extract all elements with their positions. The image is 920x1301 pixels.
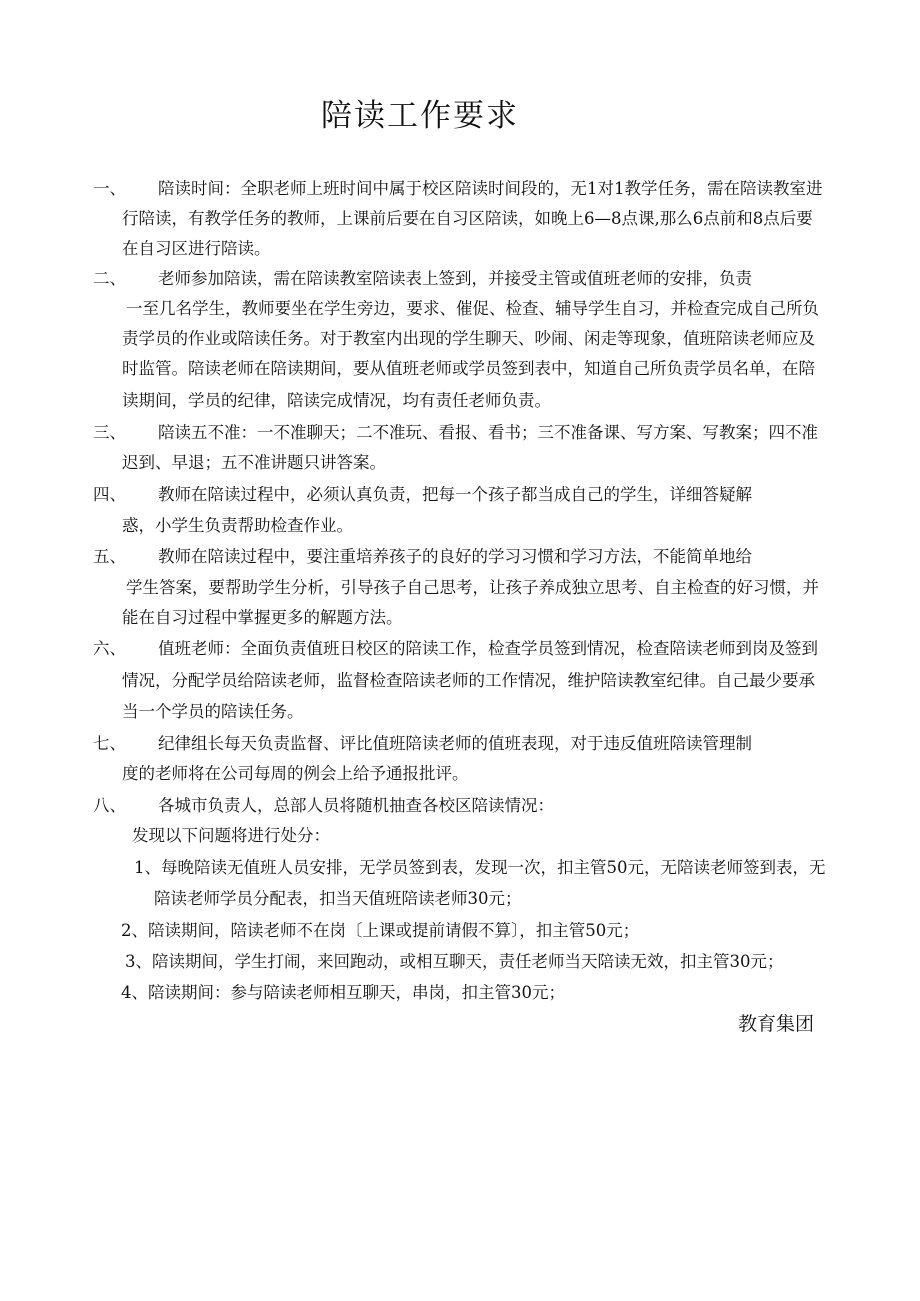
penalty-item: 4、陪读期间：参与陪读老师相互聊天，串岗，扣主管30元； (121, 983, 565, 1002)
section-line: 老师参加陪读，需在陪读教室陪读表上签到，并接受主管或值班老师的安排，负责 (158, 269, 752, 288)
penalty-item: 陪读老师学员分配表，扣当天值班陪读老师30元； (154, 889, 522, 908)
section-line: 行陪读，有教学任务的教师，上课前后要在自习区陪读，如晚上6—8点课,那么6点前和8点后要 (122, 209, 813, 228)
section-line: 迟到、早退；五不准讲题只讲答案。 (122, 453, 386, 472)
section-line: 学生答案，要帮助学生分析，引导孩子自己思考，让孩子养成独立思考、自主检查的好习惯，并 (126, 578, 819, 597)
penalty-intro: 发现以下问题将进行处分： (132, 826, 330, 845)
section-line: 纪律组长每天负责监督、评比值班陪读老师的值班表现，对于违反值班陪读管理制 (158, 734, 752, 753)
section-number: 二、 (93, 269, 126, 288)
section-line: 各城市负责人，总部人员将随机抽查各校区陪读情况： (158, 796, 554, 815)
section-line: 陪读时间：全职老师上班时间中属于校区陪读时间段的，无1对1教学任务，需在陪读教室进 (158, 179, 823, 198)
section-line: 当一个学员的陪读任务。 (122, 702, 304, 721)
section-line: 能在自习过程中掌握更多的解题方法。 (122, 608, 403, 627)
section-line: 教师在陪读过程中，要注重培养孩子的良好的学习习惯和学习方法，不能简单地给 (158, 547, 752, 566)
section-number: 四、 (93, 485, 126, 504)
section-number: 七、 (93, 734, 126, 753)
section-line: 惑，小学生负责帮助检查作业。 (122, 516, 353, 535)
section-number: 六、 (93, 639, 126, 658)
penalty-item: 1、每晚陪读无值班人员安排，无学员签到表，发现一次，扣主管50元，无陪读老师签到表，无 (134, 858, 826, 877)
section-number: 一、 (93, 179, 126, 198)
penalty-item: 3、陪读期间，学生打闹，来回跑动，或相互聊天，责任老师当天陪读无效，扣主管30元； (125, 952, 784, 971)
section-line: 情况，分配学员给陪读老师，监督检查陪读老师的工作情况，维护陪读教室纪律。自己最少要承 (122, 671, 815, 690)
section-line: 在自习区进行陪读。 (122, 239, 271, 258)
penalty-item: 2、陪读期间，陪读老师不在岗〔上课或提前请假不算〕，扣主管50元； (121, 921, 640, 940)
section-line: 责学员的作业或陪读任务。对于教室内出现的学生聊天、吵闹、闲走等现象，值班陪读老师应及 (122, 329, 815, 348)
section-number: 三、 (93, 423, 126, 442)
section-line: 时监管。陪读老师在陪读期间，要从值班老师或学员签到表中，知道自己所负责学员名单，在陪 (122, 359, 815, 378)
signature: 教育集团 (738, 1013, 815, 1035)
section-line: 值班老师：全面负责值班日校区的陪读工作，检查学员签到情况，检查陪读老师到岗及签到 (158, 639, 818, 658)
section-number: 八、 (93, 796, 126, 815)
section-line: 教师在陪读过程中，必须认真负责，把每一个孩子都当成自己的学生，详细答疑解 (158, 485, 752, 504)
section-line: 读期间，学员的纪律，陪读完成情况，均有责任老师负责。 (122, 391, 551, 410)
document-title: 陪读工作要求 (321, 98, 519, 134)
section-number: 五、 (93, 547, 126, 566)
section-line: 一至几名学生，教师要坐在学生旁边，要求、催促、检查、辅导学生自习，并检查完成自己所负 (126, 299, 819, 318)
section-line: 陪读五不准：一不准聊天；二不准玩、看报、看书；三不准备课、写方案、写教案；四不准 (158, 423, 818, 442)
section-line: 度的老师将在公司每周的例会上给予通报批评。 (122, 764, 469, 783)
